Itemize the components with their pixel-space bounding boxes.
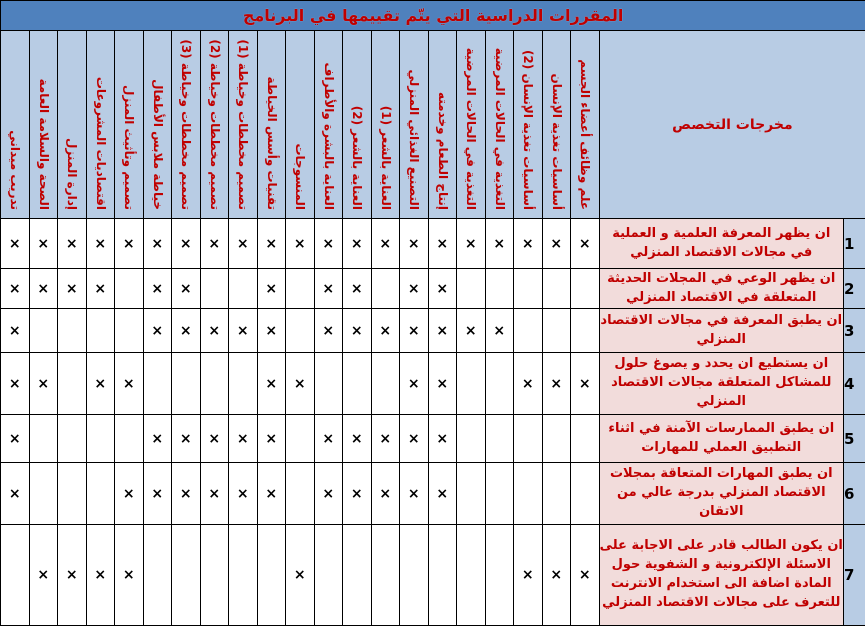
mark-cell-empty — [58, 463, 87, 525]
mark-cell-x: × — [428, 463, 457, 525]
mark-cell-x: × — [542, 219, 571, 269]
mark-cell-x: × — [428, 219, 457, 269]
course-header-label: العناية بالشعر (1) — [378, 105, 393, 210]
mark-cell-x: × — [343, 219, 372, 269]
course-header-label: تصميم مخططات وخياطة (2) — [207, 39, 222, 210]
mark-cell-empty — [514, 415, 543, 463]
mark-cell-empty — [371, 525, 400, 626]
mark-cell-empty — [286, 463, 315, 525]
mark-cell-x: × — [58, 219, 87, 269]
course-header-5 — [115, 31, 144, 219]
mark-cell-empty — [314, 353, 343, 415]
mark-cell-x: × — [343, 415, 372, 463]
outcome-row-5 — [1, 415, 865, 463]
mark-cell-x: × — [86, 219, 115, 269]
mark-cell-x: × — [400, 219, 429, 269]
mark-cell-x: × — [428, 309, 457, 353]
course-header-label: أساسيات تغذية الإنسان (2) — [521, 49, 535, 210]
course-header-17 — [457, 31, 486, 219]
course-header-label: أساسيات تغذية الإنسان — [549, 73, 564, 210]
mark-cell-x: × — [115, 463, 144, 525]
mark-cell-x: × — [1, 463, 30, 525]
mark-cell-x: × — [257, 463, 286, 525]
outcome-text: ان يطبق المعرفة في مجالات الاقتصاد المنزلي — [599, 309, 844, 353]
outcome-row-7 — [1, 525, 865, 626]
mark-cell-empty — [542, 309, 571, 353]
mark-cell-empty — [428, 525, 457, 626]
mark-cell-x: × — [343, 269, 372, 309]
mark-cell-x: × — [86, 525, 115, 626]
outcome-number: 7 — [844, 525, 865, 626]
mark-cell-x: × — [29, 525, 58, 626]
outcome-number: 6 — [844, 463, 865, 525]
mark-cell-x: × — [485, 309, 514, 353]
mark-cell-x: × — [314, 309, 343, 353]
mark-cell-x: × — [400, 269, 429, 309]
mark-cell-empty — [514, 269, 543, 309]
mark-cell-x: × — [229, 219, 258, 269]
outcome-text: ان يكون الطالب قادر على الاجابة على الاسئلة الإلكترونية و الشفوية حول المادة اضافة الى استخدام الانترنت للتعرف على مجالات الاقتصاد المنزلي — [599, 525, 844, 626]
course-header-label: خياطة ملابس الأطفال — [150, 79, 165, 210]
course-header-label: تقنيات وأسس الخياطة — [264, 76, 279, 210]
mark-cell-x: × — [229, 463, 258, 525]
mark-cell-x: × — [514, 353, 543, 415]
mark-cell-x: × — [314, 219, 343, 269]
outcome-number: 2 — [844, 269, 865, 309]
course-header-9 — [229, 31, 258, 219]
mark-cell-empty — [58, 415, 87, 463]
mark-cell-empty — [571, 269, 600, 309]
mark-cell-empty — [514, 463, 543, 525]
mark-cell-x: × — [172, 463, 201, 525]
mark-cell-empty — [172, 353, 201, 415]
mark-cell-x: × — [143, 309, 172, 353]
mark-cell-x: × — [172, 309, 201, 353]
mark-cell-x: × — [542, 525, 571, 626]
mark-cell-x: × — [115, 353, 144, 415]
outcome-row-3 — [1, 309, 865, 353]
mark-cell-x: × — [257, 353, 286, 415]
mark-cell-empty — [200, 525, 229, 626]
mark-cell-x: × — [1, 415, 30, 463]
mark-cell-empty — [400, 525, 429, 626]
mark-cell-x: × — [400, 353, 429, 415]
course-header-6 — [143, 31, 172, 219]
outcome-row-1 — [1, 219, 865, 269]
mark-cell-x: × — [485, 219, 514, 269]
outcome-text: ان يطبق الممارسات الآمنة في اثناء التطبيق العملي للمهارات — [599, 415, 844, 463]
mark-cell-empty — [457, 415, 486, 463]
mark-cell-x: × — [314, 463, 343, 525]
mark-cell-x: × — [143, 463, 172, 525]
course-header-label: التصنيع الغذائي المنزلي — [407, 69, 421, 210]
mark-cell-empty — [29, 415, 58, 463]
course-header-label: إنتاج الطعام وخدمته — [435, 91, 450, 210]
mark-cell-empty — [371, 353, 400, 415]
mark-cell-x: × — [172, 219, 201, 269]
mark-cell-empty — [571, 309, 600, 353]
course-header-2 — [29, 31, 58, 219]
mark-cell-x: × — [58, 525, 87, 626]
mark-cell-empty — [485, 353, 514, 415]
course-header-10 — [257, 31, 286, 219]
course-header-label: المنسوجات — [293, 143, 307, 210]
mark-cell-x: × — [229, 309, 258, 353]
outcome-row-2 — [1, 269, 865, 309]
mark-cell-x: × — [143, 269, 172, 309]
course-header-label: التغذية في الحالات المرضية — [464, 47, 478, 210]
mark-cell-x: × — [200, 463, 229, 525]
mark-cell-x: × — [200, 309, 229, 353]
mark-cell-empty — [343, 353, 372, 415]
mark-cell-empty — [143, 353, 172, 415]
course-header-label: تدريب ميداني — [8, 130, 22, 210]
outcome-text: ان يستطيع ان يحدد و يصوغ حلول للمشاكل المتعلقة مجالات الاقتصاد المنزلي — [599, 353, 844, 415]
mark-cell-x: × — [29, 219, 58, 269]
mark-cell-x: × — [143, 219, 172, 269]
course-header-label: التغذية في الحالات المرضية — [492, 47, 507, 210]
mark-cell-empty — [514, 309, 543, 353]
course-header-21 — [571, 31, 600, 219]
mark-cell-x: × — [86, 269, 115, 309]
course-header-20 — [542, 31, 571, 219]
mark-cell-empty — [58, 353, 87, 415]
mark-cell-x: × — [400, 309, 429, 353]
mark-cell-empty — [485, 525, 514, 626]
mark-cell-x: × — [200, 219, 229, 269]
mark-cell-x: × — [428, 415, 457, 463]
mark-cell-x: × — [428, 269, 457, 309]
course-header-label: الصحة والسلامة العامة — [36, 78, 51, 210]
mark-cell-x: × — [257, 269, 286, 309]
mark-cell-empty — [172, 525, 201, 626]
mark-cell-empty — [286, 309, 315, 353]
mark-cell-x: × — [286, 525, 315, 626]
course-header-row — [1, 31, 865, 219]
course-header-8 — [200, 31, 229, 219]
mark-cell-empty — [286, 415, 315, 463]
mark-cell-empty — [571, 415, 600, 463]
mark-cell-empty — [115, 415, 144, 463]
mark-cell-x: × — [229, 415, 258, 463]
course-header-15 — [400, 31, 429, 219]
outcome-row-6 — [1, 463, 865, 525]
mark-cell-x: × — [286, 353, 315, 415]
mark-cell-x: × — [371, 415, 400, 463]
mark-cell-x: × — [58, 269, 87, 309]
course-header-12 — [314, 31, 343, 219]
mark-cell-empty — [457, 525, 486, 626]
mark-cell-empty — [457, 269, 486, 309]
mark-cell-empty — [257, 525, 286, 626]
mark-cell-x: × — [457, 309, 486, 353]
mark-cell-x: × — [86, 353, 115, 415]
outcome-row-4 — [1, 353, 865, 415]
mark-cell-x: × — [400, 463, 429, 525]
outcome-number: 4 — [844, 353, 865, 415]
mark-cell-empty — [314, 525, 343, 626]
mark-cell-empty — [485, 415, 514, 463]
mark-cell-x: × — [115, 219, 144, 269]
mark-cell-empty — [115, 269, 144, 309]
mark-cell-empty — [29, 463, 58, 525]
mark-cell-x: × — [29, 269, 58, 309]
course-header-13 — [343, 31, 372, 219]
mark-cell-x: × — [371, 463, 400, 525]
outcome-number: 3 — [844, 309, 865, 353]
outcome-text: ان يطبق المهارات المتعاقة بمجلات الاقتصاد المنزلي بدرجة عالي من الاتقان — [599, 463, 844, 525]
course-header-16 — [428, 31, 457, 219]
course-header-1 — [1, 31, 30, 219]
course-header-7 — [172, 31, 201, 219]
mark-cell-x: × — [172, 269, 201, 309]
mark-cell-x: × — [1, 353, 30, 415]
mark-cell-x: × — [29, 353, 58, 415]
mark-cell-empty — [229, 353, 258, 415]
mark-cell-empty — [542, 269, 571, 309]
mark-cell-x: × — [257, 415, 286, 463]
mark-cell-x: × — [1, 309, 30, 353]
mark-cell-empty — [286, 269, 315, 309]
mark-cell-x: × — [200, 415, 229, 463]
course-header-3 — [58, 31, 87, 219]
course-header-label: علم وظائف أعضاء الجسم — [578, 59, 592, 210]
mark-cell-empty — [58, 309, 87, 353]
mark-cell-empty — [200, 353, 229, 415]
mark-cell-empty — [485, 463, 514, 525]
mark-cell-empty — [86, 463, 115, 525]
mark-cell-x: × — [314, 269, 343, 309]
course-header-label: العناية بالشعر (2) — [350, 105, 364, 210]
mark-cell-x: × — [371, 309, 400, 353]
mark-cell-x: × — [286, 219, 315, 269]
mark-cell-x: × — [1, 219, 30, 269]
title-row — [1, 1, 865, 31]
outcome-number: 5 — [844, 415, 865, 463]
mark-cell-x: × — [172, 415, 201, 463]
outcomes-header: مخرجات التخصص — [599, 31, 865, 219]
mark-cell-empty — [542, 415, 571, 463]
mark-cell-x: × — [1, 269, 30, 309]
mark-cell-x: × — [257, 219, 286, 269]
mark-cell-x: × — [514, 525, 543, 626]
mark-cell-empty — [1, 525, 30, 626]
mark-cell-empty — [343, 525, 372, 626]
mark-cell-x: × — [257, 309, 286, 353]
mark-cell-x: × — [314, 415, 343, 463]
outcome-text: ان يظهر المعرفة العلمية و العملية في مجالات الاقتصاد المنزلي — [599, 219, 844, 269]
mark-cell-empty — [371, 269, 400, 309]
mark-cell-empty — [86, 415, 115, 463]
mark-cell-x: × — [571, 219, 600, 269]
mark-cell-empty — [485, 269, 514, 309]
mark-cell-empty — [457, 463, 486, 525]
mark-cell-x: × — [514, 219, 543, 269]
mark-cell-x: × — [428, 353, 457, 415]
course-header-19 — [514, 31, 543, 219]
course-header-label: تصميم وتأثيث المنزل — [122, 84, 136, 210]
mark-cell-x: × — [143, 415, 172, 463]
mark-cell-empty — [29, 309, 58, 353]
mark-cell-empty — [542, 463, 571, 525]
course-header-11 — [286, 31, 315, 219]
mark-cell-empty — [200, 269, 229, 309]
mark-cell-x: × — [343, 463, 372, 525]
course-header-4 — [86, 31, 115, 219]
mark-cell-x: × — [457, 219, 486, 269]
page-title: المقررات الدراسية التي يتّم تقييمها في البرنامج — [1, 1, 865, 31]
mark-cell-x: × — [115, 525, 144, 626]
mark-cell-empty — [143, 525, 172, 626]
mark-cell-x: × — [400, 415, 429, 463]
mark-cell-empty — [229, 525, 258, 626]
mark-cell-empty — [115, 309, 144, 353]
mark-cell-x: × — [343, 309, 372, 353]
mark-cell-empty — [457, 353, 486, 415]
course-header-label: إدارة المنزل — [65, 138, 79, 210]
mark-cell-empty — [86, 309, 115, 353]
course-header-label: تصميم مخططات وخياطة (3) — [179, 39, 193, 210]
course-header-18 — [485, 31, 514, 219]
course-header-label: العناية بالبشرة والأطراف — [321, 62, 336, 210]
mark-cell-empty — [229, 269, 258, 309]
mark-cell-x: × — [542, 353, 571, 415]
mark-cell-x: × — [571, 525, 600, 626]
course-header-label: اقتصاديات المشروعات — [93, 76, 108, 210]
course-header-14 — [371, 31, 400, 219]
outcome-text: ان يظهر الوعي في المجلات الحديثة المتعلقة في الاقتصاد المنزلي — [599, 269, 844, 309]
outcome-number: 1 — [844, 219, 865, 269]
course-header-label: تصميم مخططات وخياطة (1) — [236, 39, 250, 210]
mark-cell-x: × — [571, 353, 600, 415]
mark-cell-x: × — [371, 219, 400, 269]
mark-cell-empty — [571, 463, 600, 525]
